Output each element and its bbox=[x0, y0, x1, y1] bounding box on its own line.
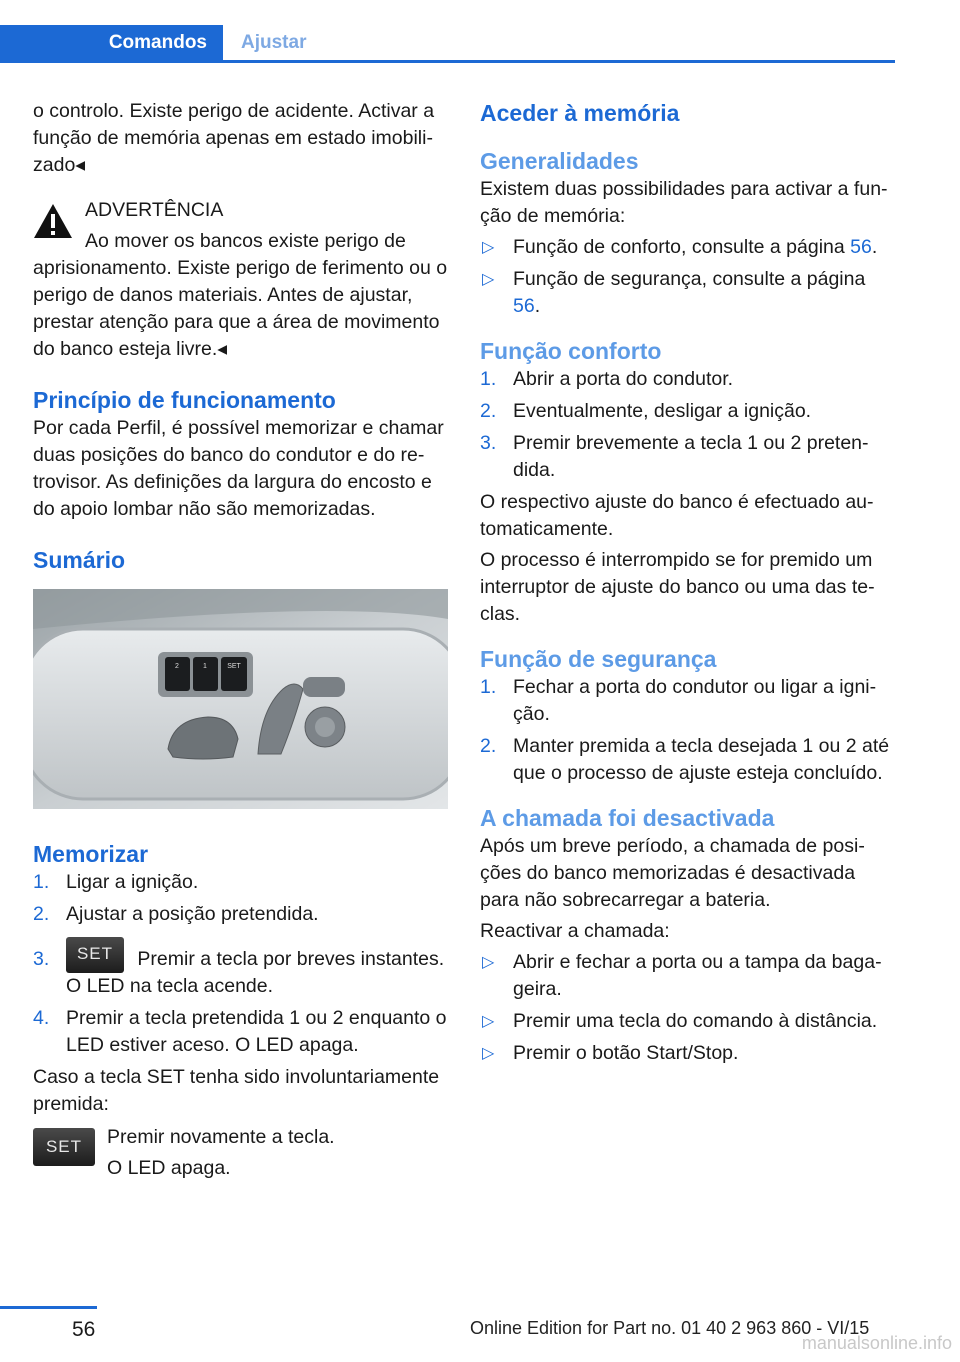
comfort-note-1: O respectivo ajuste do banco é efectuado automaticamente. bbox=[480, 491, 874, 540]
photo-button-label-1: 1 bbox=[203, 663, 207, 670]
intro-text: o controlo. Existe perigo de acidente. Activar a função de memória apenas em estado imobilizado◂ bbox=[33, 100, 435, 176]
step-number: 1. bbox=[480, 368, 497, 390]
set-line-1: Premir novamente a tecla. bbox=[107, 1126, 335, 1148]
deactivated-text: Após um breve período, a chamada de posições do banco memorizadas é desactivada para não sobrecarregar a bateria. bbox=[480, 835, 865, 911]
memorize-heading: Memorizar bbox=[33, 841, 149, 867]
list-item bbox=[33, 869, 448, 896]
right-column bbox=[480, 98, 895, 1072]
triangle-bullet-icon: ▷ bbox=[482, 1013, 495, 1030]
step-number: 2. bbox=[480, 400, 497, 422]
list-item bbox=[480, 398, 895, 425]
principle-text: Por cada Perfil, é possível memorizar e chamar duas posições do banco do condutor e do retrovisor. As definições da largura do encosto e do apoio lombar não são memorizadas. bbox=[33, 417, 444, 520]
memory-access-heading: Aceder à memória bbox=[480, 100, 680, 126]
comfort-note-2: O processo é interrompido se for premido um interruptor de ajuste do banco ou uma das teclas. bbox=[480, 549, 875, 625]
step-number: 3. bbox=[33, 948, 50, 970]
step-number: 4. bbox=[33, 1007, 50, 1029]
step-text: Manter premida a tecla desejada 1 ou 2 até que o processo de ajuste esteja concluído. bbox=[513, 735, 890, 784]
footer-rule bbox=[0, 1306, 97, 1309]
edition-text: Online Edition for Part no. 01 40 2 963 860 - VI/15 bbox=[470, 1318, 870, 1338]
tab-comandos[interactable]: Comandos bbox=[0, 25, 223, 60]
watermark: manualsonline.info bbox=[801, 1333, 952, 1353]
warning-title: ADVERTÊNCIA bbox=[85, 199, 224, 221]
safety-steps bbox=[480, 674, 895, 787]
page-link[interactable]: 56 bbox=[513, 295, 535, 317]
page-link[interactable]: 56 bbox=[850, 236, 872, 258]
list-item bbox=[480, 430, 895, 484]
warning-icon bbox=[33, 203, 73, 239]
warning-body: Ao mover os bancos existe perigo de aprisionamento. Existe perigo de ferimento ou o perigo de danos materiais. Antes de ajustar, prestar atenção para que a área de movimento do banco esteja livre.◂ bbox=[33, 230, 448, 360]
step-text: Premir brevemente a tecla 1 ou 2 pretendida. bbox=[513, 432, 869, 481]
item-text: Função de conforto, consulte a página bbox=[513, 236, 851, 258]
list-item bbox=[480, 674, 895, 728]
page-number: 56 bbox=[72, 1318, 96, 1341]
item-text: Premir o botão Start/Stop. bbox=[513, 1042, 739, 1064]
principle-heading: Princípio de funcionamento bbox=[33, 387, 336, 413]
list-item bbox=[33, 943, 448, 1000]
list-item bbox=[33, 901, 448, 928]
seat-controls-photo bbox=[33, 589, 448, 809]
set-note: Caso a tecla SET tenha sido involuntariamente premida: bbox=[33, 1066, 440, 1115]
memory-button-1 bbox=[193, 657, 218, 691]
step-text: Premir a tecla pretendida 1 ou 2 enquanto o LED estiver aceso. O LED apaga. bbox=[66, 1007, 447, 1056]
triangle-bullet-icon: ▷ bbox=[482, 954, 495, 971]
set-line-2: O LED apaga. bbox=[107, 1157, 231, 1179]
step-number: 1. bbox=[33, 871, 50, 893]
deactivated-heading: A chamada foi desactivada bbox=[480, 805, 775, 831]
step-text: Eventualmente, desligar a ignição. bbox=[513, 400, 812, 422]
list-item bbox=[33, 1005, 448, 1059]
triangle-bullet-icon: ▷ bbox=[482, 239, 495, 256]
item-text: Função de segurança, consulte a página bbox=[513, 268, 866, 290]
step-text: Fechar a porta do condutor ou ligar a ignição. bbox=[513, 676, 877, 725]
warning-block bbox=[33, 183, 448, 363]
list-item bbox=[480, 234, 895, 261]
list-item bbox=[480, 949, 895, 1003]
triangle-bullet-icon: ▷ bbox=[482, 271, 495, 288]
item-text: Abrir e fechar a porta ou a tampa da bagageira. bbox=[513, 951, 882, 1000]
list-item bbox=[480, 266, 895, 320]
memorize-steps bbox=[33, 869, 448, 1059]
item-text: Premir uma tecla do comando à distância. bbox=[513, 1010, 878, 1032]
reactivate-label: Reactivar a chamada: bbox=[480, 920, 670, 942]
general-heading: Generalidades bbox=[480, 148, 639, 174]
section-tabs bbox=[0, 25, 895, 63]
general-list bbox=[480, 234, 895, 320]
step-number: 3. bbox=[480, 432, 497, 454]
photo-button-label-set: SET bbox=[227, 663, 241, 670]
left-column bbox=[33, 98, 448, 1182]
step-number: 2. bbox=[33, 903, 50, 925]
tab-ajustar[interactable]: Ajustar bbox=[241, 32, 307, 53]
step-text: Premir a tecla por breves instantes. O LED na tecla acende. bbox=[66, 948, 445, 997]
set-reset-block bbox=[33, 1124, 448, 1182]
comfort-steps bbox=[480, 366, 895, 484]
general-text: Existem duas possibilidades para activar a função de memória: bbox=[480, 178, 888, 227]
step-text: Ajustar a posição pretendida. bbox=[66, 903, 319, 925]
list-item bbox=[480, 1008, 895, 1035]
set-button-icon: SET bbox=[66, 937, 124, 973]
step-number: 1. bbox=[480, 676, 497, 698]
memory-button-2 bbox=[165, 657, 190, 691]
set-button-icon: SET bbox=[33, 1128, 95, 1166]
item-end: . bbox=[534, 295, 541, 317]
summary-heading: Sumário bbox=[33, 547, 126, 573]
memory-button-set bbox=[221, 657, 247, 691]
photo-button-label-2: 2 bbox=[175, 663, 179, 670]
list-item bbox=[480, 733, 895, 787]
list-item bbox=[480, 366, 895, 393]
list-item bbox=[480, 1040, 895, 1067]
safety-heading: Função de segurança bbox=[480, 646, 717, 672]
item-end: . bbox=[871, 236, 878, 258]
step-text: Ligar a ignição. bbox=[66, 871, 199, 893]
comfort-heading: Função conforto bbox=[480, 338, 662, 364]
step-text: Abrir a porta do condutor. bbox=[513, 368, 734, 390]
triangle-bullet-icon: ▷ bbox=[482, 1045, 495, 1062]
step-number: 2. bbox=[480, 735, 497, 757]
reactivate-list bbox=[480, 949, 895, 1067]
